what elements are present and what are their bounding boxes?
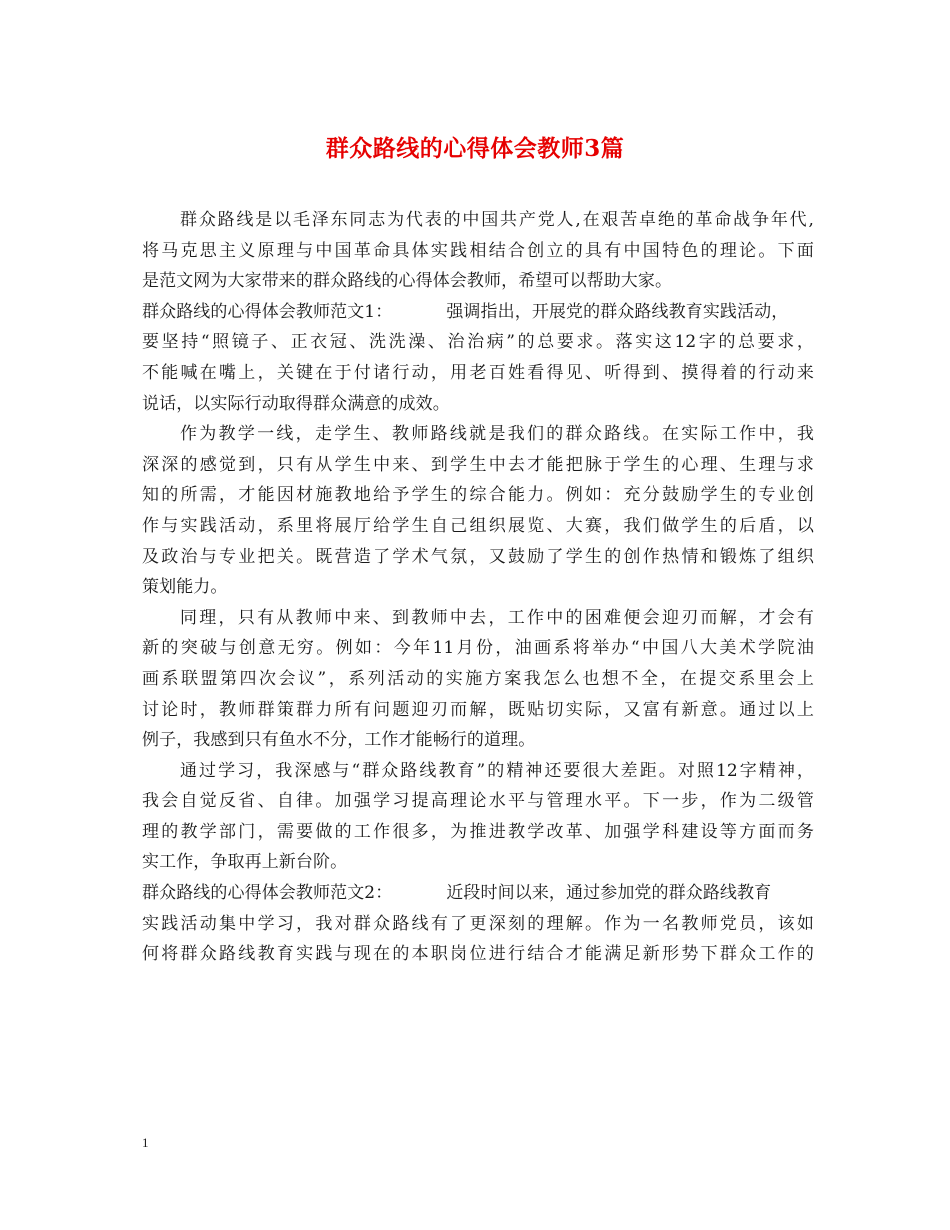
paragraph-line: 理的教学部门，需要做的工作很多，为推进教学改革、加强学科建设等方面而务	[142, 821, 814, 842]
paragraph-line: 将马克思主义原理与中国革命具体实践相结合创立的具有中国特色的理论。下面	[142, 240, 814, 261]
section-heading: 群众路线的心得体会教师范文1：	[142, 301, 393, 322]
paragraph-line: 实工作，争取再上新台阶。	[142, 852, 348, 873]
paragraph-line: 群众路线是以毛泽东同志为代表的中国共产党人,在艰苦卓绝的革命战争年代,	[180, 210, 814, 230]
paragraph-text: 强调指出，开展党的群众路线教育实践活动，	[446, 301, 789, 322]
paragraph-line: 要坚持“照镜子、正衣冠、洗洗澡、治治病”的总要求。落实这12字的总要求，	[142, 332, 814, 353]
paragraph-line: 通过学习，我深感与“群众路线教育”的精神还要很大差距。对照12字精神，	[180, 760, 814, 781]
paragraph-line: 是范文网为大家带来的群众路线的心得体会教师，希望可以帮助大家。	[142, 271, 673, 292]
paragraph-line: 深深的感觉到，只有从学生中来、到学生中去才能把脉于学生的心理、生理与求	[142, 454, 814, 475]
paragraph-line: 何将群众路线教育实践与现在的本职岗位进行结合才能满足新形势下群众工作的	[142, 944, 814, 965]
paragraph-line: 画系联盟第四次会议”，系列活动的实施方案我怎么也想不全，在提交系里会上	[142, 668, 814, 689]
paragraph-line: 不能喊在嘴上，关键在于付诸行动，用老百姓看得见、听得到、摸得着的行动来	[142, 362, 814, 383]
paragraph-line: 同理，只有从教师中来、到教师中去，工作中的困难便会迎刃而解，才会有	[180, 607, 814, 628]
paragraph-text: 近段时间以来，通过参加党的群众路线教育	[446, 883, 772, 904]
paragraph-line: 实践活动集中学习，我对群众路线有了更深刻的理解。作为一名教师党员，该如	[142, 913, 814, 934]
paragraph-line: 作与实践活动，系里将展厅给学生自己组织展览、大赛，我们做学生的后盾，以	[142, 515, 814, 536]
document-body	[142, 205, 814, 970]
paragraph-line: 策划能力。	[142, 577, 228, 598]
paragraph-line: 讨论时，教师群策群力所有问题迎刃而解，既贴切实际，又富有新意。通过以上	[142, 699, 814, 720]
section-heading: 群众路线的心得体会教师范文2：	[142, 883, 393, 904]
section-heading-line	[142, 297, 814, 328]
paragraph-line: 说话，以实际行动取得群众满意的成效。	[142, 393, 450, 414]
paragraph-line: 知的所需，才能因材施教地给予学生的综合能力。例如：充分鼓励学生的专业创	[142, 485, 814, 506]
paragraph-line: 例子，我感到只有鱼水不分，工作才能畅行的道理。	[142, 730, 536, 751]
paragraph-line: 及政治与专业把关。既营造了学术气氛，又鼓励了学生的创作热情和锻炼了组织	[142, 546, 814, 567]
section-heading-line	[142, 878, 814, 909]
paragraph-line: 我会自觉反省、自律。加强学习提高理论水平与管理水平。下一步，作为二级管	[142, 791, 814, 812]
page-number: 1	[142, 1135, 149, 1150]
paragraph-line: 新的突破与创意无穷。例如：今年11月份，油画系将举办“中国八大美术学院油	[142, 638, 814, 659]
document-title: 群众路线的心得体会教师3篇	[325, 135, 625, 162]
paragraph-line: 作为教学一线，走学生、教师路线就是我们的群众路线。在实际工作中，我	[180, 424, 814, 445]
